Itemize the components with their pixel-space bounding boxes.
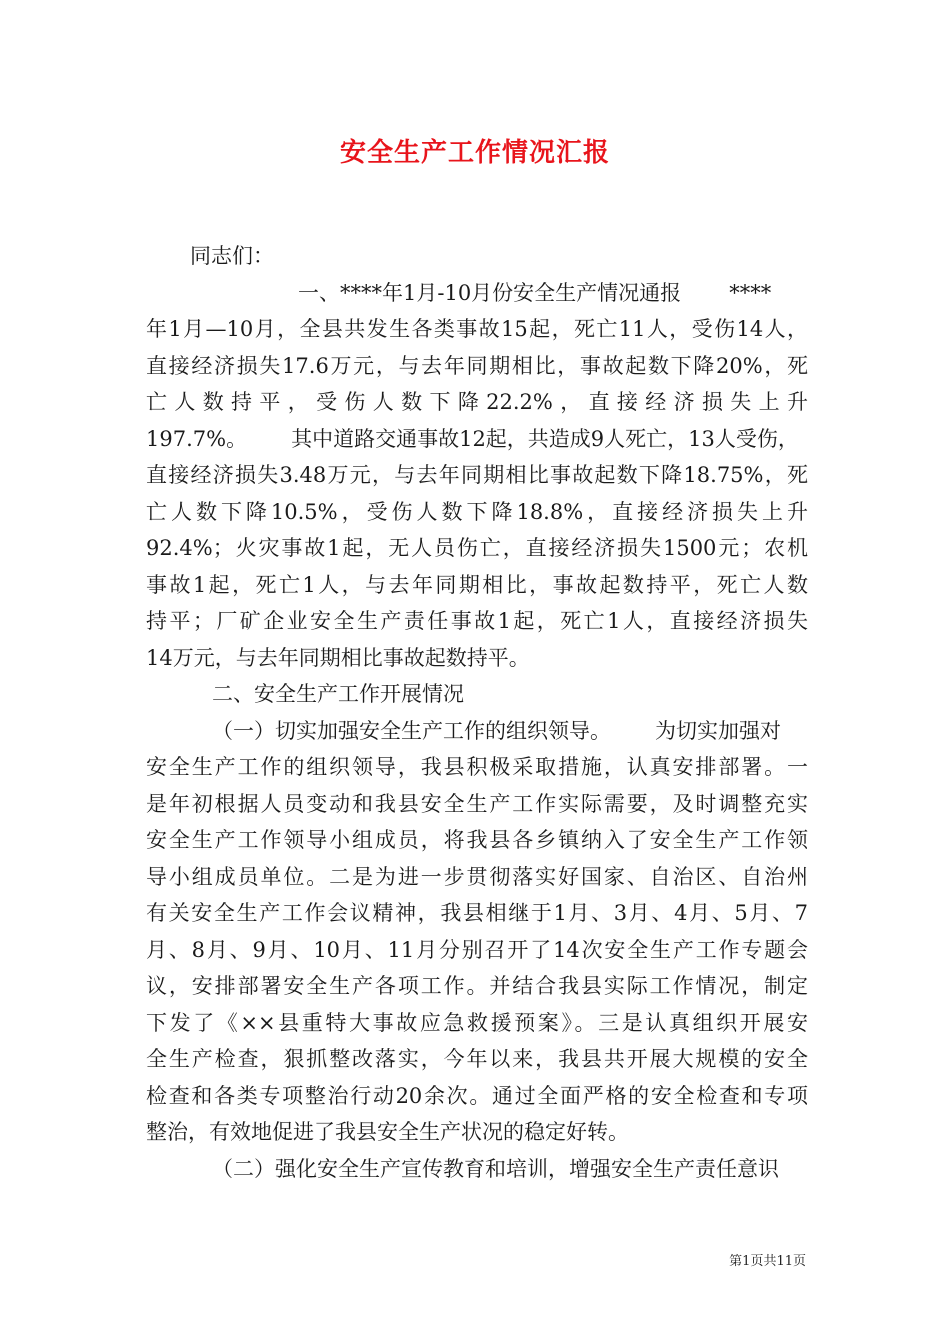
paragraph-line	[146, 275, 808, 312]
text-span: 其中道路交通事故12起，共造成9人死亡，13人受伤，	[291, 426, 799, 451]
paragraph-line: 直接经济损失3.48万元，与去年同期相比事故起数下降18.75%，死	[146, 463, 808, 487]
paragraph-line: 下发了《××县重特大事故应急救援预案》。三是认真组织开展安	[146, 1010, 808, 1035]
paragraph-line: 年1月—10月，全县共发生各类事故15起，死亡11人，受伤14人，	[146, 317, 808, 341]
text-span: 为切实加强对	[655, 718, 781, 743]
greeting: 同志们：	[190, 244, 274, 268]
text-span: ****	[729, 280, 772, 305]
paragraph-line	[146, 421, 808, 458]
document-body	[146, 238, 808, 1187]
paragraph-line: 导小组成员单位。二是为进一步贯彻落实好国家、自治区、自治州	[146, 864, 808, 889]
paragraph-line: 检查和各类专项整治行动20余次。通过全面严格的安全检查和专项	[146, 1083, 808, 1108]
paragraph-line: 整治，有效地促进了我县安全生产状况的稳定好转。	[146, 1120, 629, 1144]
paragraph-line: 月、8月、9月、10月、11月分别召开了14次安全生产工作专题会	[146, 937, 808, 962]
section-heading-2: 二、安全生产工作开展情况	[212, 682, 464, 706]
paragraph-line: 14万元，与去年同期相比事故起数持平。	[146, 645, 530, 670]
paragraph-line: 安全生产工作领导小组成员，将我县各乡镇纳入了安全生产工作领	[146, 828, 808, 852]
paragraph-line: 直接经济损失17.6万元，与去年同期相比，事故起数下降20%，死	[146, 353, 808, 378]
paragraph-line	[146, 713, 808, 750]
subsection-heading-2: （二）强化安全生产宣传教育和培训，增强安全生产责任意识	[212, 1156, 779, 1181]
paragraph-line: 持平；厂矿企业安全生产责任事故1起，死亡1人，直接经济损失	[146, 609, 808, 633]
paragraph-line: 有关安全生产工作会议精神，我县相继于1月、3月、4月、5月、7	[146, 901, 808, 925]
page-number: 第1页共11页	[729, 1254, 806, 1269]
section-heading-1: 一、****年1月-10月份安全生产情况通报	[298, 280, 682, 305]
paragraph-line: 是年初根据人员变动和我县安全生产工作实际需要，及时调整充实	[146, 791, 808, 816]
paragraph-line: 92.4%；火灾事故1起，无人员伤亡，直接经济损失1500元；农机	[146, 536, 808, 560]
paragraph-line: 亡人数下降10.5%，受伤人数下降18.8%，直接经济损失上升	[146, 499, 809, 524]
paragraph-line: 安全生产工作的组织领导，我县积极采取措施，认真安排部署。一	[146, 755, 808, 779]
text-span: 197.7%。	[146, 426, 248, 451]
paragraph-line: 事故1起，死亡1人，与去年同期相比，事故起数持平，死亡人数	[146, 572, 808, 597]
document-title: 安全生产工作情况汇报	[339, 138, 610, 168]
paragraph-line: 亡人数持平，受伤人数下降22.2%，直接经济损失上升	[146, 390, 808, 414]
paragraph-line: 议，安排部署安全生产各项工作。并结合我县实际工作情况，制定	[146, 974, 808, 998]
paragraph-line: 全生产检查，狠抓整改落实，今年以来，我县共开展大规模的安全	[146, 1047, 808, 1071]
subsection-heading-1: （一）切实加强安全生产工作的组织领导。	[212, 718, 611, 743]
